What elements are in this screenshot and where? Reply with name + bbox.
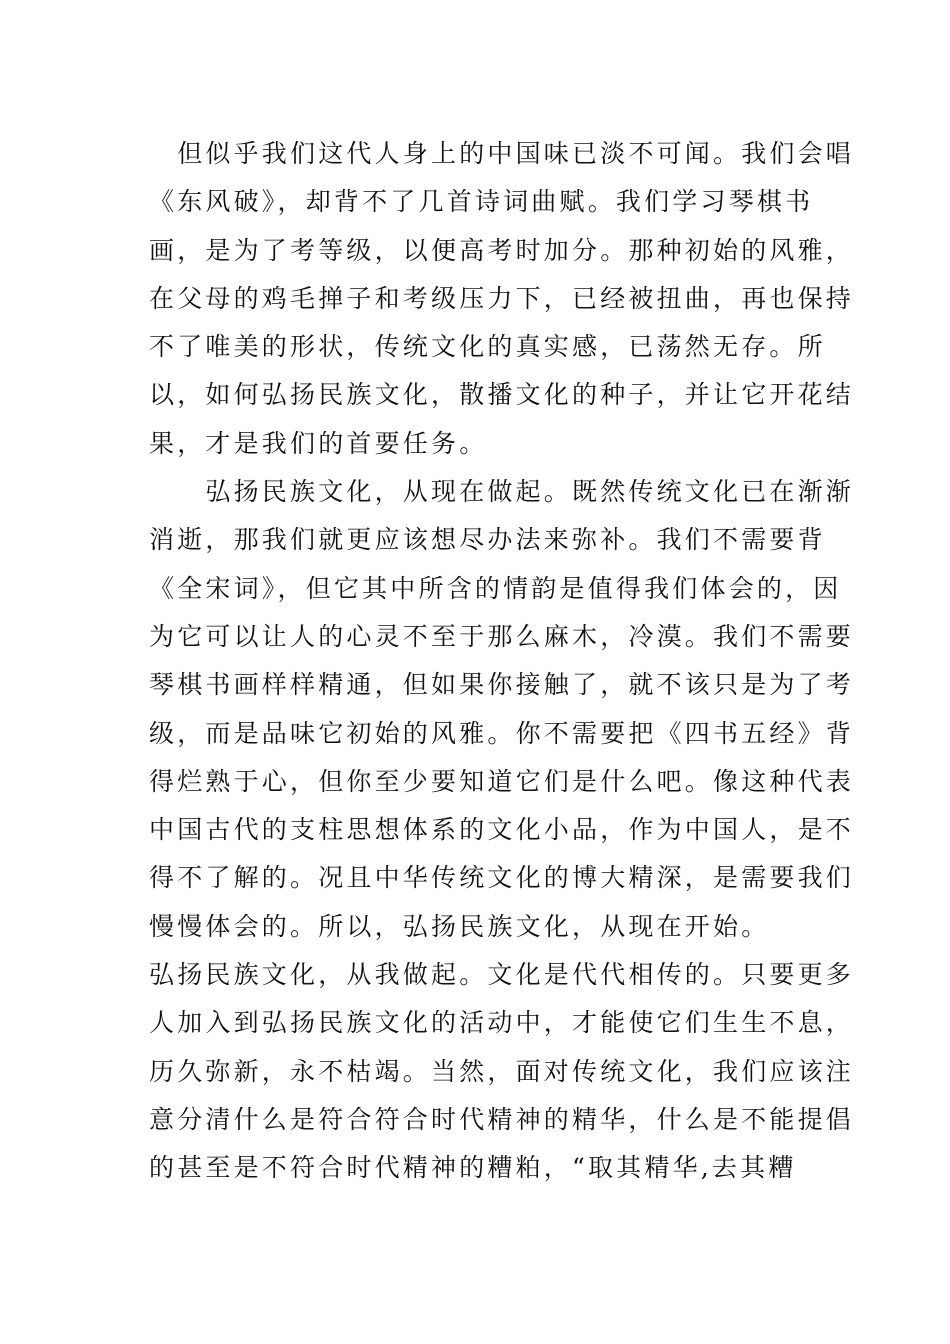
text-line: 中国古代的支柱思想体系的文化小品，作为中国人，是不 xyxy=(149,815,855,845)
text-line: 果，才是我们的首要任务。 xyxy=(149,428,488,458)
text-line: 琴棋书画样样精通，但如果你接触了，就不该只是为了考 xyxy=(149,670,855,700)
text-line: 的甚至是不符合时代精神的糟粕，“取其精华,去其糟 xyxy=(149,1153,797,1183)
text-line: 得烂熟于心，但你至少要知道它们是什么吧。像这种代表 xyxy=(149,766,855,796)
text-line: 《东风破》，却背不了几首诗词曲赋。我们学习琴棋书 xyxy=(149,187,814,217)
text-line: 《全宋词》，但它其中所含的情韵是值得我们体会的，因 xyxy=(149,573,842,603)
text-line: 弘扬民族文化，从现在做起。既然传统文化已在渐渐 xyxy=(149,477,855,507)
text-line: 消逝，那我们就更应该想尽办法来弥补。我们不需要背 xyxy=(149,525,826,555)
text-line: 但似乎我们这代人身上的中国味已淡不可闻。我们会唱 xyxy=(149,139,855,168)
body-text xyxy=(149,130,855,1193)
text-line: 为它可以让人的心灵不至于那么麻木，冷漠。我们不需要 xyxy=(149,621,855,651)
text-line: 不了唯美的形状，传统文化的真实感，已荡然无存。所 xyxy=(149,332,826,362)
text-line: 人加入到弘扬民族文化的活动中，才能使它们生生不息， xyxy=(149,1008,855,1038)
text-line: 以，如何弘扬民族文化，散播文化的种子，并让它开花结 xyxy=(149,380,855,410)
text-line: 画，是为了考等级，以便高考时加分。那种初始的风雅， xyxy=(149,235,855,265)
text-line: 级，而是品味它初始的风雅。你不需要把《四书五经》背 xyxy=(149,718,855,748)
text-line: 慢慢体会的。所以，弘扬民族文化，从现在开始。 xyxy=(149,911,770,941)
text-line: 历久弥新，永不枯竭。当然，面对传统文化，我们应该注 xyxy=(149,1056,855,1086)
text-line: 意分清什么是符合符合时代精神的精华，什么是不能提倡 xyxy=(149,1104,855,1134)
text-line: 在父母的鸡毛掸子和考级压力下，已经被扭曲，再也保持 xyxy=(149,283,855,313)
text-line: 弘扬民族文化，从我做起。文化是代代相传的。只要更多 xyxy=(149,960,855,990)
text-line: 得不了解的。况且中华传统文化的博大精深，是需要我们 xyxy=(149,863,855,893)
